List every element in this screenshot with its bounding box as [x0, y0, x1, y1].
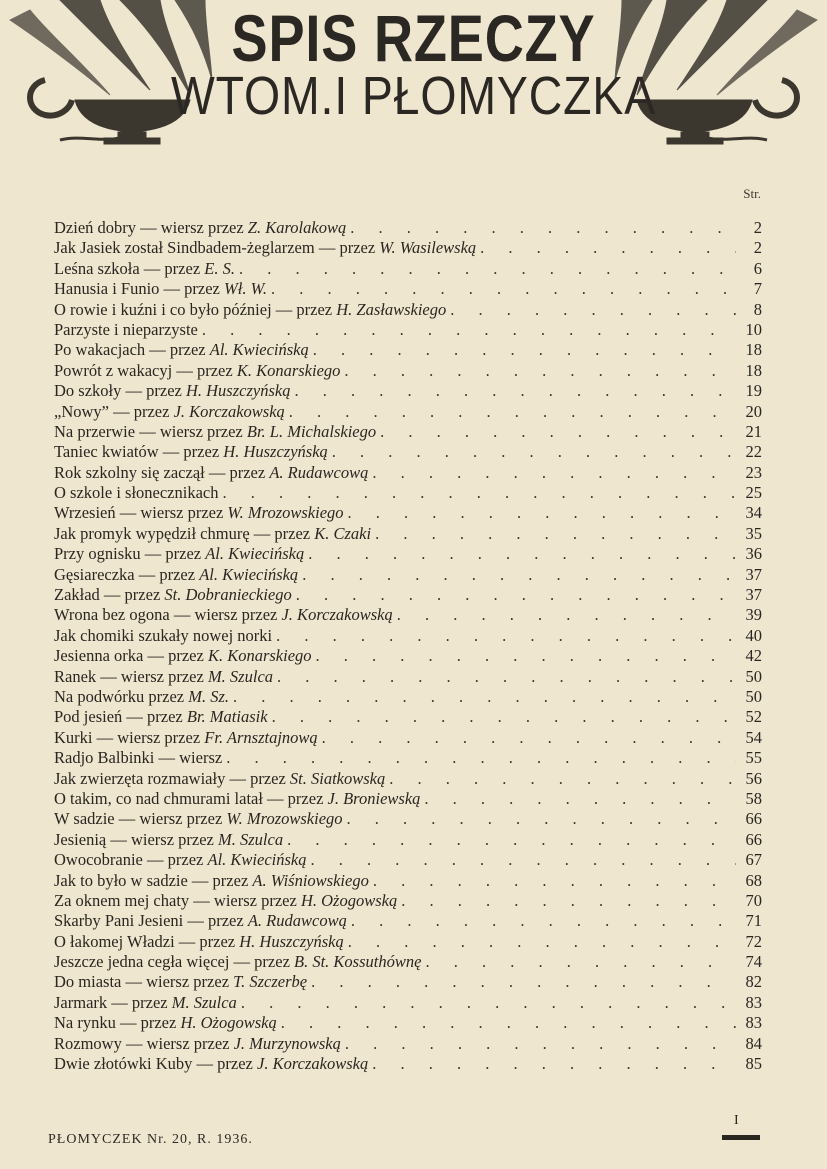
dot-leader [202, 320, 736, 340]
toc-entry [54, 320, 762, 340]
entry-page: 39 [745, 605, 762, 625]
entry-title-text: Hanusia i Funio — przez [54, 279, 225, 299]
dot-leader [272, 707, 736, 727]
entry-title-text: Taniec kwiatów — przez [54, 442, 224, 462]
toc-entry [54, 891, 762, 911]
entry-title [54, 585, 292, 605]
entry-title-text: O szkole i słonecznikach [54, 483, 219, 503]
entry-author: E. S. [204, 258, 235, 278]
entry-page: 8 [753, 299, 762, 319]
dot-leader [271, 279, 736, 299]
dot-leader [424, 789, 736, 809]
dot-leader [294, 381, 736, 401]
entry-page: 52 [745, 707, 762, 727]
toc-entry [54, 911, 762, 931]
entry-title [54, 1054, 368, 1074]
entry-author: K. Konarskiego [207, 646, 312, 666]
dot-leader [302, 565, 736, 585]
toc-entry [54, 218, 762, 238]
toc-entry [54, 830, 762, 850]
dot-leader [401, 891, 736, 911]
entry-title [54, 850, 306, 870]
dot-leader [345, 1034, 736, 1054]
entry-title-text: Wrona bez ogona — wiersz przez [54, 605, 282, 625]
entry-author: W. Mrozowskiego [227, 503, 344, 523]
toc-entry [54, 238, 762, 258]
entry-page: 68 [745, 870, 762, 890]
toc-entry [54, 503, 762, 523]
toc-entry [54, 850, 762, 870]
entry-title-text: Wrzesień — wiersz przez [54, 503, 228, 523]
entry-author: M. Sz. [188, 686, 230, 706]
entry-author: W. Mrozowskiego [226, 809, 343, 829]
entry-page: 66 [745, 829, 762, 849]
toc-entry [54, 952, 762, 972]
toc-entry [54, 524, 762, 544]
entry-title [54, 769, 385, 789]
toc-entry [54, 442, 762, 462]
dot-leader [389, 769, 736, 789]
dot-leader [344, 361, 736, 381]
dot-leader [380, 422, 736, 442]
entry-page: 66 [745, 809, 762, 829]
entry-title [54, 238, 476, 258]
entry-title [54, 605, 393, 625]
entry-title-text: Rok szkolny się zaczął — przez [54, 462, 270, 482]
toc-entry [54, 259, 762, 279]
entry-title-text: Przy ognisku — przez [54, 544, 206, 564]
entry-author: H. Huszczyńską [239, 931, 344, 951]
entry-title [54, 728, 318, 748]
entry-title [54, 259, 235, 279]
entry-title-text: Jak zwierzęta rozmawiały — przez [54, 768, 290, 788]
toc-entry [54, 381, 762, 401]
entry-author: H. Zasławskiego [336, 299, 447, 319]
entry-author: Al. Kwiecińską [199, 564, 299, 584]
entry-author: J. Korczakowską [173, 401, 285, 421]
toc-entry [54, 544, 762, 564]
dot-leader [450, 300, 736, 320]
toc-entry [54, 402, 762, 422]
entry-author: A. Wiśniowskiego [252, 870, 369, 890]
entry-title [54, 483, 218, 503]
entry-title [54, 524, 371, 544]
entry-title-text: Ranek — wiersz przez [54, 666, 208, 686]
entry-author: Fr. Arnsztajnową [204, 727, 318, 747]
toc-entry [54, 789, 762, 809]
entry-title-text: Rozmowy — wiersz przez [54, 1033, 234, 1053]
entry-title [54, 646, 312, 666]
entry-title-text: Po wakacjach — przez [54, 340, 210, 360]
entry-page: 50 [745, 666, 762, 686]
entry-page: 10 [745, 319, 762, 339]
entry-page: 20 [745, 401, 762, 421]
toc-entry [54, 687, 762, 707]
entry-author: Al. Kwiecińską [209, 340, 309, 360]
dot-leader [332, 442, 736, 462]
entry-author: A. Rudawcową [247, 911, 347, 931]
toc-entry [54, 585, 762, 605]
dot-leader [241, 993, 736, 1013]
dot-leader [233, 687, 736, 707]
dot-leader [281, 1013, 736, 1033]
entry-page: 67 [745, 850, 762, 870]
entry-author: St. Siatkowską [289, 768, 386, 788]
entry-title [54, 952, 421, 972]
entry-author: W. Wasilewską [379, 238, 477, 258]
page-column-header: Str. [743, 186, 761, 201]
entry-title [54, 789, 420, 809]
entry-author: J. Broniewską [327, 788, 421, 808]
entry-page: 72 [745, 931, 762, 951]
entry-page: 37 [745, 585, 762, 605]
dot-leader [313, 340, 736, 360]
entry-page: 21 [745, 421, 762, 441]
dot-leader [372, 463, 736, 483]
entry-page: 85 [745, 1054, 762, 1074]
entry-title-text: W sadzie — wiersz przez [54, 809, 227, 829]
entry-title-text: Jak Jasiek został Sindbadem-żeglarzem — przez [54, 238, 380, 258]
page-subtitle: WTOM.I PŁOMYCZKA [170, 66, 657, 126]
entry-author: M. Szulca [207, 666, 274, 686]
entry-title [54, 361, 340, 381]
entry-title-text: Do miasta — wiersz przez [54, 972, 234, 992]
toc-entry [54, 483, 762, 503]
entry-title [54, 687, 229, 707]
dot-leader [311, 972, 736, 992]
entry-page: 83 [745, 992, 762, 1012]
page-number-bar [722, 1135, 760, 1140]
entry-author: T. Szczerbę [233, 972, 308, 992]
entry-page: 25 [745, 483, 762, 503]
entry-author: Br. Matiasik [186, 707, 268, 727]
page-number: I [734, 1113, 739, 1128]
entry-title-text: Na podwórku przez [54, 686, 189, 706]
dot-leader [373, 871, 736, 891]
dot-leader [322, 728, 736, 748]
entry-author: H. Ożogowską [300, 890, 398, 910]
entry-page: 37 [745, 564, 762, 584]
entry-page: 19 [745, 381, 762, 401]
entry-title-text: Jeszcze jedna cegła więcej — przez [54, 952, 295, 972]
entry-page: 83 [745, 1013, 762, 1033]
entry-title-text: Radjo Balbinki — wiersz [54, 748, 223, 768]
toc-entry [54, 300, 762, 320]
toc-entry [54, 728, 762, 748]
entry-title-text: Jak to było w sadzie — przez [54, 870, 253, 890]
entry-author: H. Huszczyńską [223, 442, 328, 462]
entry-page: 74 [745, 952, 762, 972]
entry-title [54, 1013, 277, 1033]
entry-author: A. Rudawcową [269, 462, 369, 482]
entry-title [54, 503, 344, 523]
entry-author: K. Czaki [314, 523, 372, 543]
entry-title [54, 565, 298, 585]
entry-author: K. Konarskiego [236, 360, 341, 380]
entry-title-text: Jesienią — wiersz przez [54, 829, 219, 849]
dot-leader [308, 544, 736, 564]
header-ornament [0, 0, 827, 160]
dot-leader [222, 483, 736, 503]
dot-leader [372, 1054, 736, 1074]
toc-entry [54, 463, 762, 483]
toc-entry [54, 809, 762, 829]
entry-title [54, 320, 198, 340]
entry-author: M. Szulca [218, 829, 284, 849]
toc-entry [54, 565, 762, 585]
entry-title-text: Parzyste i nieparzyste [54, 319, 198, 339]
entry-title-text: Na rynku — przez [54, 1013, 181, 1033]
entry-title-text: Dzień dobry — wiersz przez [54, 218, 248, 237]
entry-title [54, 279, 267, 299]
entry-title [54, 402, 285, 422]
toc-entry [54, 932, 762, 952]
entry-title-text: „Nowy” — przez [54, 401, 174, 421]
entry-title [54, 340, 309, 360]
entry-title-text: Na przerwie — wiersz przez [54, 421, 247, 441]
entry-title-text: Jarmark — przez [54, 992, 172, 1012]
entry-title [54, 911, 347, 931]
dot-leader [296, 585, 736, 605]
entry-title [54, 972, 307, 992]
entry-page: 71 [745, 911, 762, 931]
entry-page: 23 [745, 462, 762, 482]
entry-title [54, 707, 268, 727]
dot-leader [276, 626, 736, 646]
entry-title-text: Jesienna orka — przez [54, 646, 208, 666]
entry-page: 2 [753, 218, 762, 237]
entry-title [54, 422, 376, 442]
toc-entry [54, 1034, 762, 1054]
entry-author: H. Huszczyńską [185, 381, 291, 401]
table-of-contents [54, 218, 762, 1074]
dot-leader [375, 524, 736, 544]
toc-entry [54, 1054, 762, 1074]
entry-title-text: Kurki — wiersz przez [54, 727, 205, 747]
entry-title-text: Jak chomiki szukały nowej norki [54, 625, 273, 645]
dot-leader [351, 911, 736, 931]
dot-leader [287, 830, 736, 850]
entry-title [54, 932, 344, 952]
entry-title [54, 809, 343, 829]
entry-title-text: O rowie i kuźni i co było później — przez [54, 299, 337, 319]
entry-page: 36 [745, 544, 762, 564]
entry-page: 54 [745, 727, 762, 747]
entry-author: Br. L. Michalskiego [246, 421, 377, 441]
toc-entry [54, 1013, 762, 1033]
entry-page: 55 [745, 748, 762, 768]
entry-author: B. St. Kossuthównę [294, 952, 422, 972]
entry-page: 50 [745, 686, 762, 706]
entry-page: 35 [745, 523, 762, 543]
toc-entry [54, 646, 762, 666]
entry-author: M. Szulca [171, 992, 237, 1012]
toc-entry [54, 422, 762, 442]
entry-page: 2 [753, 238, 762, 258]
entry-page: 40 [745, 625, 762, 645]
entry-page: 42 [745, 646, 762, 666]
entry-page: 34 [745, 503, 762, 523]
toc-entry [54, 279, 762, 299]
entry-title [54, 626, 272, 646]
entry-author: Al. Kwiecińską [207, 850, 307, 870]
entry-page: 56 [745, 768, 762, 788]
toc-entry [54, 626, 762, 646]
entry-author: Al. Kwiecińską [205, 544, 305, 564]
entry-title-text: Jak promyk wypędził chmurę — przez [54, 523, 315, 543]
page-title: SPIS RZECZY [231, 1, 596, 75]
entry-author: J. Murzynowską [233, 1033, 341, 1053]
toc-entry [54, 769, 762, 789]
entry-title [54, 830, 283, 850]
dot-leader [347, 809, 736, 829]
entry-title-text: Gęsiareczka — przez [54, 564, 200, 584]
entry-title [54, 667, 273, 687]
dot-leader [480, 238, 736, 258]
entry-title [54, 748, 222, 768]
toc-entry [54, 605, 762, 625]
dot-leader [350, 218, 736, 238]
dot-leader [397, 605, 736, 625]
toc-entry [54, 361, 762, 381]
entry-page: 18 [745, 360, 762, 380]
dot-leader [289, 402, 736, 422]
entry-author: H. Ożogowską [180, 1013, 277, 1033]
dot-leader [277, 667, 736, 687]
toc-entry [54, 972, 762, 992]
dot-leader [226, 748, 736, 768]
entry-page: 22 [745, 442, 762, 462]
entry-title-text: Pod jesień — przez [54, 707, 187, 727]
entry-author: St. Dobranieckiego [164, 585, 292, 605]
dot-leader [310, 850, 736, 870]
entry-title-text: O łakomej Władzi — przez [54, 931, 240, 951]
entry-title [54, 1034, 341, 1054]
entry-page: 58 [745, 788, 762, 808]
entry-author: Z. Karolakową [247, 218, 347, 237]
dot-leader [239, 259, 736, 279]
toc-entry [54, 667, 762, 687]
toc-entry [54, 707, 762, 727]
entry-title-text: Skarby Pani Jesieni — przez [54, 911, 248, 931]
entry-title [54, 993, 237, 1013]
entry-title-text: Powrót z wakacyj — przez [54, 360, 237, 380]
entry-title-text: Za oknem mej chaty — wiersz przez [54, 890, 301, 910]
toc-entry [54, 748, 762, 768]
entry-title [54, 442, 328, 462]
entry-title-text: Owocobranie — przez [54, 850, 208, 870]
entry-title-text: Zakład — przez [54, 585, 165, 605]
entry-title [54, 300, 446, 320]
entry-title-text: Leśna szkoła — przez [54, 258, 205, 278]
dot-leader [316, 646, 736, 666]
entry-page: 7 [753, 279, 762, 299]
entry-page: 6 [753, 258, 762, 278]
entry-title-text: Dwie złotówki Kuby — przez [54, 1054, 257, 1074]
entry-title [54, 381, 290, 401]
entry-page: 70 [745, 890, 762, 910]
dot-leader [425, 952, 736, 972]
entry-title [54, 463, 368, 483]
footer-imprint: PŁOMYCZEK Nr. 20, R. 1936. [48, 1132, 253, 1147]
entry-author: J. Korczakowską [257, 1054, 369, 1074]
entry-author: Wł. W. [224, 279, 267, 299]
entry-title [54, 218, 346, 238]
entry-title-text: O takim, co nad chmurami latał — przez [54, 788, 328, 808]
entry-title [54, 871, 369, 891]
entry-page: 84 [745, 1033, 762, 1053]
toc-entry [54, 871, 762, 891]
entry-page: 18 [745, 340, 762, 360]
dot-leader [348, 503, 736, 523]
entry-title [54, 891, 397, 911]
toc-entry [54, 993, 762, 1013]
dot-leader [348, 932, 736, 952]
entry-title-text: Do szkoły — przez [54, 381, 186, 401]
entry-page: 82 [745, 972, 762, 992]
entry-title [54, 544, 304, 564]
entry-author: J. Korczakowską [281, 605, 393, 625]
toc-entry [54, 340, 762, 360]
